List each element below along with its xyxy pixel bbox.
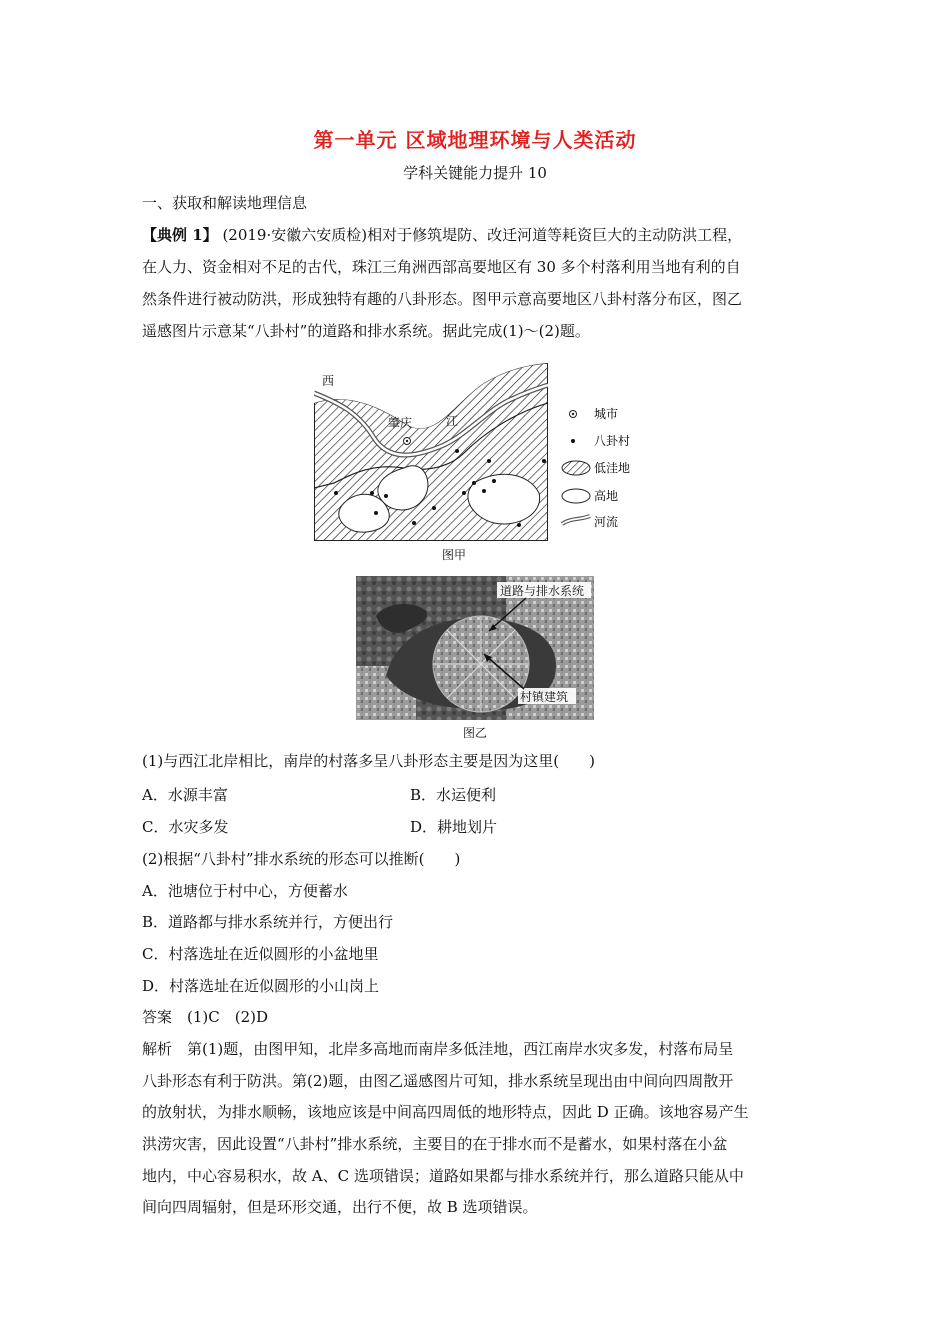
figure-b-photo: [356, 576, 594, 720]
svg-text:八卦村: 八卦村: [594, 434, 631, 448]
analysis-line-4: 洪涝灾害，因此设置“八卦村”排水系统，主要目的在于排水而不是蓄水，如果村落在小盆: [142, 1135, 728, 1153]
q2-option-d: D．村落选址在近似圆形的小山岗上: [142, 977, 380, 995]
page-title: 第一单元 区域地理环境与人类活动: [313, 128, 637, 152]
page-subtitle: 学科关键能力提升 10: [403, 164, 547, 182]
answer: 答案 (1)C (2)D: [142, 1008, 268, 1026]
label-jiang: 江: [446, 414, 459, 428]
figure-b-caption: 图乙: [462, 726, 487, 740]
legend-lowland-icon: [562, 461, 590, 475]
legend-village-icon: [571, 439, 575, 443]
q1-option-a: A．水源丰富: [142, 786, 228, 804]
analysis-line-2: 八卦形态有利于防洪。第(2)题，由图乙遥感图片可知，排水系统呈现出由中间向四周散开: [142, 1072, 734, 1090]
legend-highland-icon: [562, 489, 590, 503]
q1-option-d: D．耕地划片: [410, 818, 498, 836]
label-xi: 西: [322, 374, 335, 388]
example-line-2: 在人力、资金相对不足的古代，珠江三角洲西部高要地区有 30 多个村落利用当地有利的自: [142, 258, 741, 276]
figure-a-caption: 图甲: [441, 548, 466, 562]
svg-text:高地: 高地: [594, 489, 619, 503]
svg-text:低洼地: 低洼地: [594, 461, 631, 475]
q1-option-c: C．水灾多发: [142, 818, 229, 836]
map-legend: [560, 402, 650, 532]
analysis-line-6: 间向四周辐射，但是环形交通，出行不便，故 B 选项错误。: [142, 1198, 538, 1216]
q1-option-b: B．水运便利: [410, 786, 497, 804]
q2-option-c: C．村落选址在近似圆形的小盆地里: [142, 945, 379, 963]
example-line-3: 然条件进行被动防洪，形成独特有趣的八卦形态。图甲示意高要地区八卦村落分布区，图乙: [142, 290, 743, 308]
analysis-line-5: 地内，中心容易积水，故 A、C 选项错误；道路如果都与排水系统并行，那么道路只能从中: [142, 1167, 744, 1185]
section-heading: 一、获取和解读地理信息: [142, 194, 308, 212]
q2-stem: (2)根据“八卦村”排水系统的形态可以推断( ): [142, 850, 461, 868]
analysis-line-1: 解析 第(1)题，由图甲知，北岸多高地而南岸多低洼地，西江南岸水灾多发，村落布局呈: [142, 1040, 734, 1058]
label-building: 村镇建筑: [520, 690, 569, 704]
example-line-4: 遥感图片示意某“八卦村”的道路和排水系统。据此完成(1)～(2)题。: [142, 322, 590, 340]
map-svg: [314, 363, 548, 541]
q2-option-b: B．道路都与排水系统并行，方便出行: [142, 913, 394, 931]
analysis-line-3: 的放射状，为排水顺畅，该地应该是中间高四周低的地形特点，因此 D 正确。该地容易产生: [142, 1103, 749, 1121]
label-road: 道路与排水系统: [500, 584, 585, 598]
example-tag: 【典例 1】: [142, 226, 218, 244]
svg-text:城市: 城市: [594, 407, 619, 421]
label-city: 肇庆: [388, 416, 413, 430]
q2-option-a: A．池塘位于村中心，方便蓄水: [142, 882, 348, 900]
figure-a-map: [314, 363, 548, 541]
q1-stem: (1)与西江北岸相比，南岸的村落多呈八卦形态主要是因为这里( ): [142, 752, 595, 770]
example-line-1: 【典例 1】 (2019·安徽六安质检)相对于修筑堤防、改迁河道等耗资巨大的主动防洪工程，: [142, 226, 743, 244]
radial-roads: [433, 616, 529, 712]
svg-text:河流: 河流: [594, 515, 619, 529]
